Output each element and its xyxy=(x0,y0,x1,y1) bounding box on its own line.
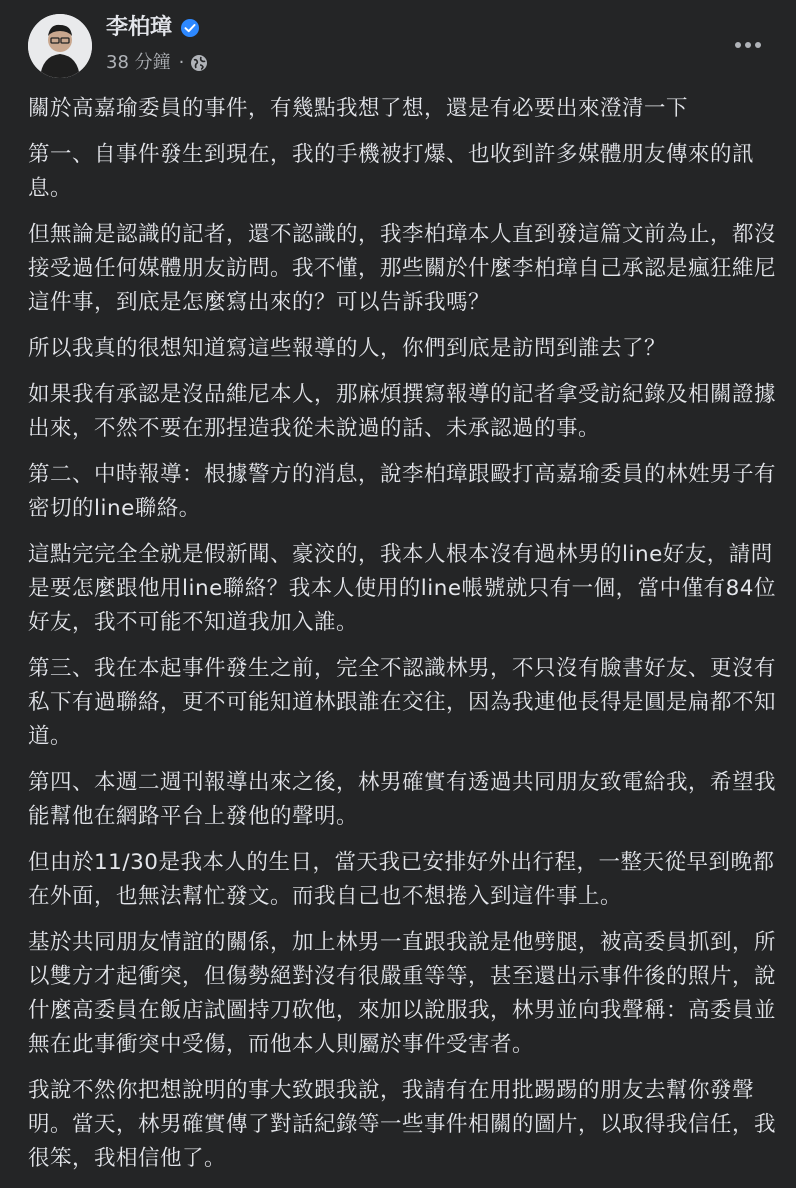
post-paragraph: 所以我真的很想知道寫這些報導的人，你們到底是訪問到誰去了？ xyxy=(28,336,667,361)
more-options-icon xyxy=(745,42,751,48)
author-name[interactable]: 李柏璋 xyxy=(106,15,173,40)
more-options-icon xyxy=(735,42,741,48)
post-paragraph: 關於高嘉瑜委員的事件，有幾點我想了想，還是有必要出來澄清一下 xyxy=(28,96,689,121)
more-options-icon xyxy=(755,42,761,48)
post-paragraph: 基於共同朋友情誼的關係，加上林男一直跟我說是他劈腿，被高委員抓到，所以雙方才起衝突，但傷勢絕對沒有很嚴重等等，甚至還出示事件後的照片，說什麼高委員在飯店試圖持刀砍他，來加以說服我，林男並向我聲稱：高委員並無在此事衝突中受傷，而他本人則屬於事件受害者。 xyxy=(28,930,777,1057)
post-timestamp[interactable]: 38 分鐘 xyxy=(106,52,171,73)
post-paragraph: 第一、自事件發生到現在，我的手機被打爆、也收到許多媒體朋友傳來的訊息。 xyxy=(28,142,755,201)
more-options-button[interactable] xyxy=(728,28,768,62)
post-paragraph: 第四、本週二週刊報導出來之後，林男確實有透過共同朋友致電給我，希望我能幫他在網路平台上發他的聲明。 xyxy=(28,770,777,829)
avatar-photo xyxy=(28,14,92,78)
post-paragraph: 這點完完全全就是假新聞、豪洨的，我本人根本沒有過林男的line好友，請問是要怎麼跟他用line聯絡？我本人使用的line帳號就只有一個，當中僅有84位好友，我不可能不知道我加入誰。 xyxy=(28,542,776,635)
verified-badge-icon xyxy=(180,18,200,38)
globe-icon[interactable] xyxy=(190,54,208,72)
post-body xyxy=(28,92,776,1188)
post-paragraph: 但無論是認識的記者，還不認識的，我李柏璋本人直到發這篇文前為止，都沒接受過任何媒體朋友訪問。我不懂，那些關於什麼李柏璋自己承認是瘋狂維尼這件事，到底是怎麼寫出來的？可以告訴我嗎？ xyxy=(28,222,777,315)
author-name-row xyxy=(106,14,200,42)
post-paragraph: 第三、我在本起事件發生之前，完全不認識林男，不只沒有臉書好友、更沒有私下有過聯絡，更不可能知道林跟誰在交往，因為我連他長得是圓是扁都不知道。 xyxy=(28,656,777,749)
author-avatar[interactable] xyxy=(28,14,92,78)
post-header xyxy=(0,0,796,90)
post-paragraph: 我說不然你把想說明的事大致跟我說，我請有在用批踢踢的朋友去幫你發聲明。當天，林男確實傳了對話紀錄等一些事件相關的圖片，以取得我信任，我很笨，我相信他了。 xyxy=(28,1078,777,1171)
post-paragraph: 如果我有承認是沒品維尼本人，那麻煩撰寫報導的記者拿受訪紀錄及相關證據出來，不然不要在那捏造我從未說過的話、未承認過的事。 xyxy=(28,382,777,441)
post-paragraph: 但由於11/30是我本人的生日，當天我已安排好外出行程，一整天從早到晚都在外面，也無法幫忙發文。而我自己也不想捲入到這件事上。 xyxy=(28,850,775,909)
post-meta xyxy=(106,50,208,76)
post-paragraph: 第二、中時報導：根據警方的消息，說李柏璋跟毆打高嘉瑜委員的林姓男子有密切的line聯絡。 xyxy=(28,462,777,521)
meta-separator: · xyxy=(178,52,185,73)
